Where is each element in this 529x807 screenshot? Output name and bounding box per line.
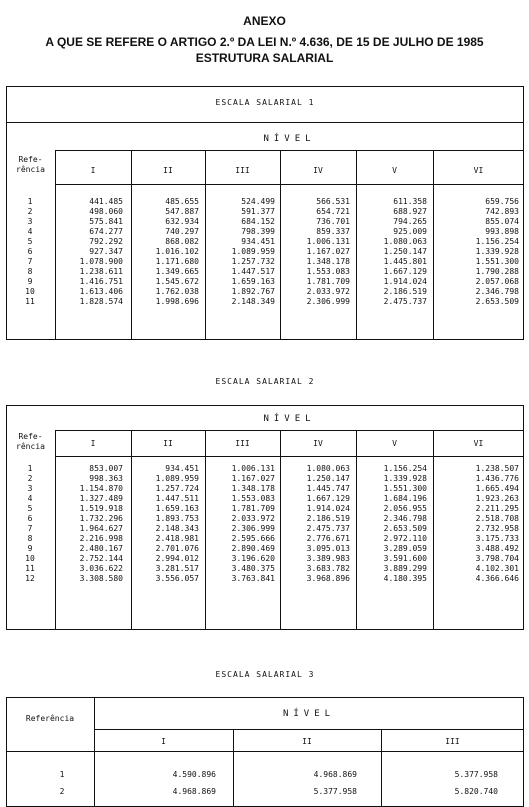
salary-value: 485.655	[165, 197, 199, 206]
salary-value: 524.499	[241, 197, 275, 206]
structure-title: ESTRUTURA SALARIAL	[195, 51, 334, 65]
salary-value: 2.972.110	[383, 534, 427, 543]
table-2-ref-column	[20, 464, 40, 584]
salary-value: 1.914.024	[383, 277, 427, 286]
salary-value: 2.418.981	[155, 534, 199, 543]
table-2-column-1	[55, 464, 123, 584]
table-3-ref-label: Referência	[25, 714, 75, 723]
salary-value: 3.556.057	[155, 574, 199, 583]
salary-value: 2.346.798	[475, 287, 519, 296]
salary-value: 1.167.027	[231, 474, 275, 483]
salary-value: 2.033.972	[231, 514, 275, 523]
salary-value: 3.889.299	[383, 564, 427, 573]
salary-value: 4.590.896	[172, 770, 216, 779]
salary-value: 2.346.798	[383, 514, 427, 523]
salary-value: 1.238.507	[475, 464, 519, 473]
reference-number: 7	[27, 524, 33, 533]
salary-value: 684.152	[241, 217, 275, 226]
table-1-title: ESCALA SALARIAL 1	[215, 98, 315, 107]
table-2-title: ESCALA SALARIAL 2	[215, 377, 315, 386]
salary-value: 688.927	[393, 207, 427, 216]
salary-value: 5.820.740	[454, 787, 498, 796]
table-1-column-1	[55, 197, 123, 307]
table-2-col-header: VI	[473, 439, 484, 448]
annex-heading: ANEXO	[243, 14, 286, 28]
salary-value: 3.281.517	[155, 564, 199, 573]
reference-number: 5	[27, 237, 33, 246]
table-1-ref-label: Refe- rência	[16, 155, 45, 174]
salary-value: 1.349.665	[155, 267, 199, 276]
salary-value: 3.968.896	[306, 574, 350, 583]
table-1-col-header: V	[392, 166, 397, 175]
salary-value: 1.519.918	[79, 504, 123, 513]
salary-value: 1.667.129	[383, 267, 427, 276]
table-3-ref-column	[50, 766, 74, 800]
salary-value: 1.659.163	[231, 277, 275, 286]
reference-number: 10	[25, 554, 35, 563]
reference-number: 3	[27, 484, 33, 493]
salary-value: 591.377	[241, 207, 275, 216]
salary-value: 1.964.627	[79, 524, 123, 533]
salary-value: 1.156.254	[383, 464, 427, 473]
salary-value: 2.653.509	[383, 524, 427, 533]
table-2-col-header: I	[90, 439, 96, 448]
table-3-col-header: III	[445, 737, 460, 746]
salary-value: 3.591.600	[383, 554, 427, 563]
salary-value: 794.265	[393, 217, 427, 226]
salary-value: 1.781.709	[306, 277, 350, 286]
salary-value: 3.488.492	[475, 544, 519, 553]
salary-value: 4.180.395	[383, 574, 427, 583]
reference-number: 6	[27, 247, 33, 256]
table-2-col-header: III	[235, 439, 250, 448]
salary-value: 4.102.301	[475, 564, 519, 573]
salary-value: 2.701.076	[155, 544, 199, 553]
table-2-column-3	[205, 464, 275, 584]
salary-value: 3.480.375	[231, 564, 275, 573]
salary-value: 1.892.767	[231, 287, 275, 296]
salary-value: 1.684.196	[383, 494, 427, 503]
salary-value: 1.250.147	[306, 474, 350, 483]
salary-value: 2.186.519	[306, 514, 350, 523]
reference-number: 2	[27, 207, 33, 216]
salary-value: 2.148.343	[155, 524, 199, 533]
salary-value: 1.665.494	[475, 484, 519, 493]
table-1-ref-column	[20, 197, 40, 307]
reference-number: 2	[27, 474, 33, 483]
salary-value: 2.306.999	[306, 297, 350, 306]
table-1-column-5	[356, 197, 427, 307]
salary-value: 566.531	[316, 197, 350, 206]
table-1-rule	[55, 150, 524, 151]
table-1-col-header: IV	[313, 166, 323, 175]
salary-value: 2.732.958	[475, 524, 519, 533]
reference-number: 1	[27, 197, 33, 206]
salary-value: 575.841	[89, 217, 123, 226]
salary-value: 3.798.704	[475, 554, 519, 563]
reference-number: 1	[59, 770, 65, 779]
salary-value: 2.211.295	[475, 504, 519, 513]
salary-value: 2.994.012	[155, 554, 199, 563]
salary-value: 1.089.959	[155, 474, 199, 483]
salary-value: 2.186.519	[383, 287, 427, 296]
reference-number: 3	[27, 217, 33, 226]
salary-value: 5.377.958	[454, 770, 498, 779]
salary-value: 1.551.300	[383, 484, 427, 493]
salary-value: 1.238.611	[79, 267, 123, 276]
table-2-column-6	[433, 464, 519, 584]
salary-value: 853.007	[89, 464, 123, 473]
salary-value: 1.339.928	[383, 474, 427, 483]
salary-value: 441.485	[89, 197, 123, 206]
salary-value: 1.016.102	[155, 247, 199, 256]
table-2-column-4	[280, 464, 350, 584]
salary-value: 1.006.131	[231, 464, 275, 473]
reference-number: 9	[27, 544, 33, 553]
reference-number: 5	[27, 504, 33, 513]
salary-value: 4.968.869	[172, 787, 216, 796]
salary-value: 1.257.724	[155, 484, 199, 493]
table-2-nivel: NÍVEL	[263, 414, 316, 424]
table-3-column-1	[94, 766, 216, 800]
table-3-column-2	[233, 766, 357, 800]
table-3-nivel: NÍVEL	[282, 709, 336, 719]
salary-value: 1.257.732	[231, 257, 275, 266]
reference-number: 8	[27, 267, 33, 276]
table-1-col-header: VI	[473, 166, 484, 175]
reference-number: 9	[27, 277, 33, 286]
salary-value: 1.445.801	[383, 257, 427, 266]
salary-value: 925.009	[393, 227, 427, 236]
table-2-rule	[55, 430, 524, 431]
salary-value: 3.683.782	[306, 564, 350, 573]
salary-value: 2.306.999	[231, 524, 275, 533]
salary-value: 998.363	[89, 474, 123, 483]
salary-value: 5.377.958	[313, 787, 357, 796]
salary-value: 3.196.620	[231, 554, 275, 563]
salary-value: 798.399	[241, 227, 275, 236]
reference-number: 11	[25, 564, 35, 573]
salary-value: 3.763.841	[231, 574, 275, 583]
salary-value: 3.389.983	[306, 554, 350, 563]
salary-value: 4.366.646	[475, 574, 519, 583]
table-3-rule	[94, 729, 524, 730]
table-2-col-header: IV	[313, 439, 323, 448]
table-2-column-5	[356, 464, 427, 584]
salary-value: 1.171.680	[155, 257, 199, 266]
table-1-column-4	[280, 197, 350, 307]
salary-value: 927.347	[89, 247, 123, 256]
salary-value: 1.545.672	[155, 277, 199, 286]
table-2-column-2	[131, 464, 199, 584]
salary-value: 1.089.959	[231, 247, 275, 256]
table-3-col-header: I	[161, 737, 166, 746]
salary-value: 2.216.998	[79, 534, 123, 543]
salary-value: 742.893	[485, 207, 519, 216]
salary-value: 1.998.696	[155, 297, 199, 306]
table-3-rule	[6, 751, 524, 752]
reference-number: 12	[25, 574, 35, 583]
salary-value: 2.480.167	[79, 544, 123, 553]
salary-value: 3.036.622	[79, 564, 123, 573]
reference-number: 2	[59, 787, 65, 796]
salary-value: 1.923.263	[475, 494, 519, 503]
table-1-column-6	[433, 197, 519, 307]
table-1-column-3	[205, 197, 275, 307]
salary-value: 1.445.747	[306, 484, 350, 493]
salary-value: 736.701	[316, 217, 350, 226]
salary-value: 1.348.178	[231, 484, 275, 493]
salary-value: 2.056.955	[383, 504, 427, 513]
table-2-col-header: V	[392, 439, 397, 448]
salary-value: 2.148.349	[231, 297, 275, 306]
salary-value: 632.934	[165, 217, 199, 226]
salary-value: 2.890.469	[231, 544, 275, 553]
salary-value: 498.060	[89, 207, 123, 216]
salary-value: 2.057.068	[475, 277, 519, 286]
table-1-rule	[55, 184, 524, 185]
salary-value: 2.475.737	[383, 297, 427, 306]
reference-number: 6	[27, 514, 33, 523]
salary-value: 1.154.870	[79, 484, 123, 493]
reference-number: 4	[27, 494, 33, 503]
table-1-col-header: III	[235, 166, 250, 175]
salary-value: 1.156.254	[475, 237, 519, 246]
salary-value: 2.776.671	[306, 534, 350, 543]
table-3-title: ESCALA SALARIAL 3	[215, 670, 315, 679]
salary-value: 2.595.666	[231, 534, 275, 543]
salary-value: 3.308.580	[79, 574, 123, 583]
reference-number: 11	[25, 297, 35, 306]
salary-value: 993.898	[485, 227, 519, 236]
salary-value: 659.756	[485, 197, 519, 206]
salary-value: 1.914.024	[306, 504, 350, 513]
salary-value: 1.436.776	[475, 474, 519, 483]
salary-value: 1.080.063	[306, 464, 350, 473]
salary-value: 1.667.129	[306, 494, 350, 503]
reference-number: 1	[27, 464, 33, 473]
table-3-col-header: II	[302, 737, 312, 746]
salary-value: 1.339.928	[475, 247, 519, 256]
table-3-column-3	[381, 766, 498, 800]
annex-subheading: A QUE SE REFERE O ARTIGO 2.º DA LEI N.º 4.636, DE 15 DE JULHO DE 1985	[45, 35, 484, 49]
salary-value: 2.752.144	[79, 554, 123, 563]
salary-value: 855.074	[485, 217, 519, 226]
reference-number: 4	[27, 227, 33, 236]
salary-value: 792.292	[89, 237, 123, 246]
salary-value: 934.451	[241, 237, 275, 246]
salary-value: 4.968.869	[313, 770, 357, 779]
table-1-col-header: II	[163, 166, 173, 175]
salary-value: 1.327.489	[79, 494, 123, 503]
reference-number: 7	[27, 257, 33, 266]
salary-value: 3.095.013	[306, 544, 350, 553]
salary-value: 1.416.751	[79, 277, 123, 286]
salary-value: 1.781.709	[231, 504, 275, 513]
salary-value: 1.006.131	[306, 237, 350, 246]
salary-value: 1.893.753	[155, 514, 199, 523]
table-1-col-header: I	[90, 166, 96, 175]
salary-value: 1.447.511	[155, 494, 199, 503]
salary-value: 868.082	[165, 237, 199, 246]
salary-value: 1.732.296	[79, 514, 123, 523]
table-2-col-header: II	[163, 439, 173, 448]
salary-value: 1.080.063	[383, 237, 427, 246]
salary-value: 1.553.083	[231, 494, 275, 503]
salary-value: 1.250.147	[383, 247, 427, 256]
salary-value: 2.475.737	[306, 524, 350, 533]
salary-value: 1.613.406	[79, 287, 123, 296]
table-2-ref-label: Refe- rência	[16, 432, 45, 451]
salary-value: 1.167.027	[306, 247, 350, 256]
salary-value: 1.553.083	[306, 267, 350, 276]
salary-value: 1.762.038	[155, 287, 199, 296]
salary-value: 1.828.574	[79, 297, 123, 306]
table-1-column-2	[131, 197, 199, 307]
salary-value: 1.551.300	[475, 257, 519, 266]
table-2-rule	[55, 456, 524, 457]
salary-value: 1.447.517	[231, 267, 275, 276]
salary-value: 1.078.900	[79, 257, 123, 266]
salary-value: 1.348.178	[306, 257, 350, 266]
reference-number: 8	[27, 534, 33, 543]
salary-value: 2.033.972	[306, 287, 350, 296]
salary-value: 674.277	[89, 227, 123, 236]
salary-value: 2.653.509	[475, 297, 519, 306]
salary-value: 934.451	[165, 464, 199, 473]
salary-value: 547.887	[165, 207, 199, 216]
table-1-nivel: NÍVEL	[263, 134, 316, 144]
salary-value: 1.659.163	[155, 504, 199, 513]
salary-value: 859.337	[316, 227, 350, 236]
reference-number: 10	[25, 287, 35, 296]
salary-value: 611.358	[393, 197, 427, 206]
salary-value: 1.790.288	[475, 267, 519, 276]
salary-value: 740.297	[165, 227, 199, 236]
salary-value: 654.721	[316, 207, 350, 216]
salary-value: 3.289.059	[383, 544, 427, 553]
salary-value: 2.518.708	[475, 514, 519, 523]
table-1-rule	[6, 122, 524, 123]
salary-value: 3.175.733	[475, 534, 519, 543]
